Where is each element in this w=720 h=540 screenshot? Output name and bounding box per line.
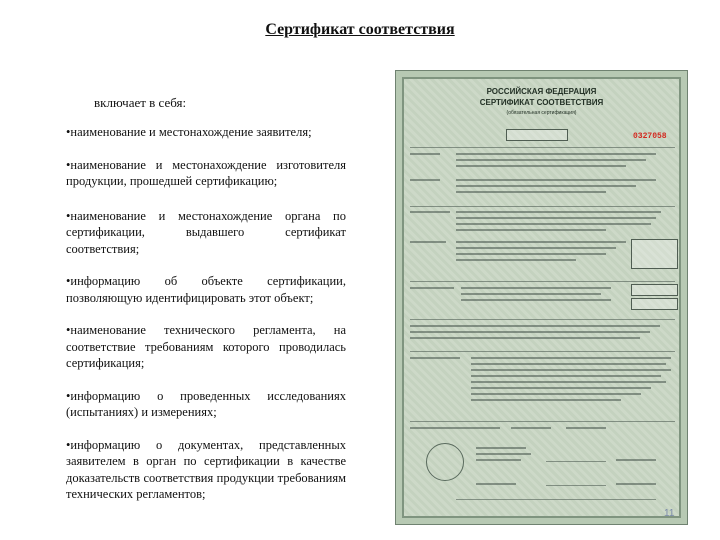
expert-label-line xyxy=(476,483,516,485)
certificate-rule xyxy=(410,351,675,352)
validity-date-line xyxy=(566,427,606,429)
certificate-rule xyxy=(410,147,675,148)
signature-line xyxy=(546,485,606,486)
tests-text-line xyxy=(471,387,651,389)
product-text-line xyxy=(456,259,576,261)
product-text-line xyxy=(456,253,606,255)
bullet-item: •информацию об объекте сертификации, позволяющую идентифицировать этот объект; xyxy=(66,274,346,305)
regulation-text-line xyxy=(461,287,611,289)
standard-text-line xyxy=(410,325,660,327)
certificate-country: РОССИЙСКАЯ ФЕДЕРАЦИЯ xyxy=(486,87,597,96)
intro-text: включает в себя: xyxy=(94,95,187,110)
manufacturer-label-line xyxy=(410,179,440,181)
applicant-text-line xyxy=(456,165,626,167)
signature-label-line xyxy=(476,447,526,449)
tests-text-line xyxy=(471,363,666,365)
bullet-item: •информацию о документах, представленных заявителем в орган по сертификации в качестве доказательств соответствия продукции требованиям технических регламентов; xyxy=(66,437,346,501)
body-text-line xyxy=(456,217,656,219)
signature-line xyxy=(546,461,606,462)
tests-text-line xyxy=(471,369,671,371)
body-label-line xyxy=(410,211,450,213)
regulation-label-line xyxy=(410,287,454,289)
certificate-rule xyxy=(410,421,675,422)
tests-text-line xyxy=(471,357,671,359)
signer-name-line xyxy=(616,459,656,461)
validity-label-line xyxy=(410,427,500,429)
page-number: 11 xyxy=(664,508,675,519)
product-label-line xyxy=(410,241,446,243)
seal-icon xyxy=(426,443,464,481)
applicant-text-line xyxy=(456,153,656,155)
certificate-subheading: (обязательная сертификация) xyxy=(506,110,577,116)
bullet-list xyxy=(66,124,346,519)
bullet-item: •наименование и местонахождение заявителя; xyxy=(66,125,312,139)
tests-label-line xyxy=(410,357,460,359)
body-text-line xyxy=(456,211,661,213)
tests-text-line xyxy=(471,399,621,401)
bullet-item: •наименование и местонахождение органа по сертификации, выдавшего сертификат соответствия; xyxy=(66,208,346,256)
signature-label-line xyxy=(476,459,521,461)
manufacturer-text-line xyxy=(456,179,656,181)
manufacturer-text-line xyxy=(456,191,606,193)
bullet-item: •информацию о проведенных исследованиях (испытаниях) и измерениях; xyxy=(66,388,346,419)
product-text-line xyxy=(456,247,616,249)
certificate-image xyxy=(395,70,688,525)
product-text-line xyxy=(456,241,626,243)
code-box xyxy=(631,284,678,296)
manufacturer-text-line xyxy=(456,185,636,187)
footer-rule xyxy=(456,499,656,500)
codes-box xyxy=(631,239,678,269)
bullet-item: •наименование технического регламента, на соответствие требованиям которого проводилась сертификация; xyxy=(66,323,346,370)
signer-name-line xyxy=(616,483,656,485)
certificate-number: 0327058 xyxy=(633,132,667,141)
signature-label-line xyxy=(476,453,531,455)
tests-text-line xyxy=(471,381,666,383)
body-text-line xyxy=(456,229,606,231)
tests-text-line xyxy=(471,393,641,395)
certificate-rule xyxy=(410,206,675,207)
regulation-text-line xyxy=(461,299,611,301)
slide-title: Сертификат соответствия xyxy=(265,21,455,38)
validity-date-line xyxy=(511,427,551,429)
bullet-item: •наименование и местонахождение изготовителя продукции, прошедшей сертификацию; xyxy=(66,157,346,188)
certificate-rule xyxy=(410,281,675,282)
certificate-number-box xyxy=(506,129,568,141)
certificate-rule xyxy=(410,319,675,320)
applicant-text-line xyxy=(456,159,646,161)
code-box xyxy=(631,298,678,310)
tests-text-line xyxy=(471,375,661,377)
certificate-heading: СЕРТИФИКАТ СООТВЕТСТВИЯ xyxy=(479,98,604,107)
standard-text-line xyxy=(410,337,640,339)
regulation-text-line xyxy=(461,293,601,295)
body-text-line xyxy=(456,223,651,225)
applicant-label-line xyxy=(410,153,440,155)
standard-text-line xyxy=(410,331,650,333)
